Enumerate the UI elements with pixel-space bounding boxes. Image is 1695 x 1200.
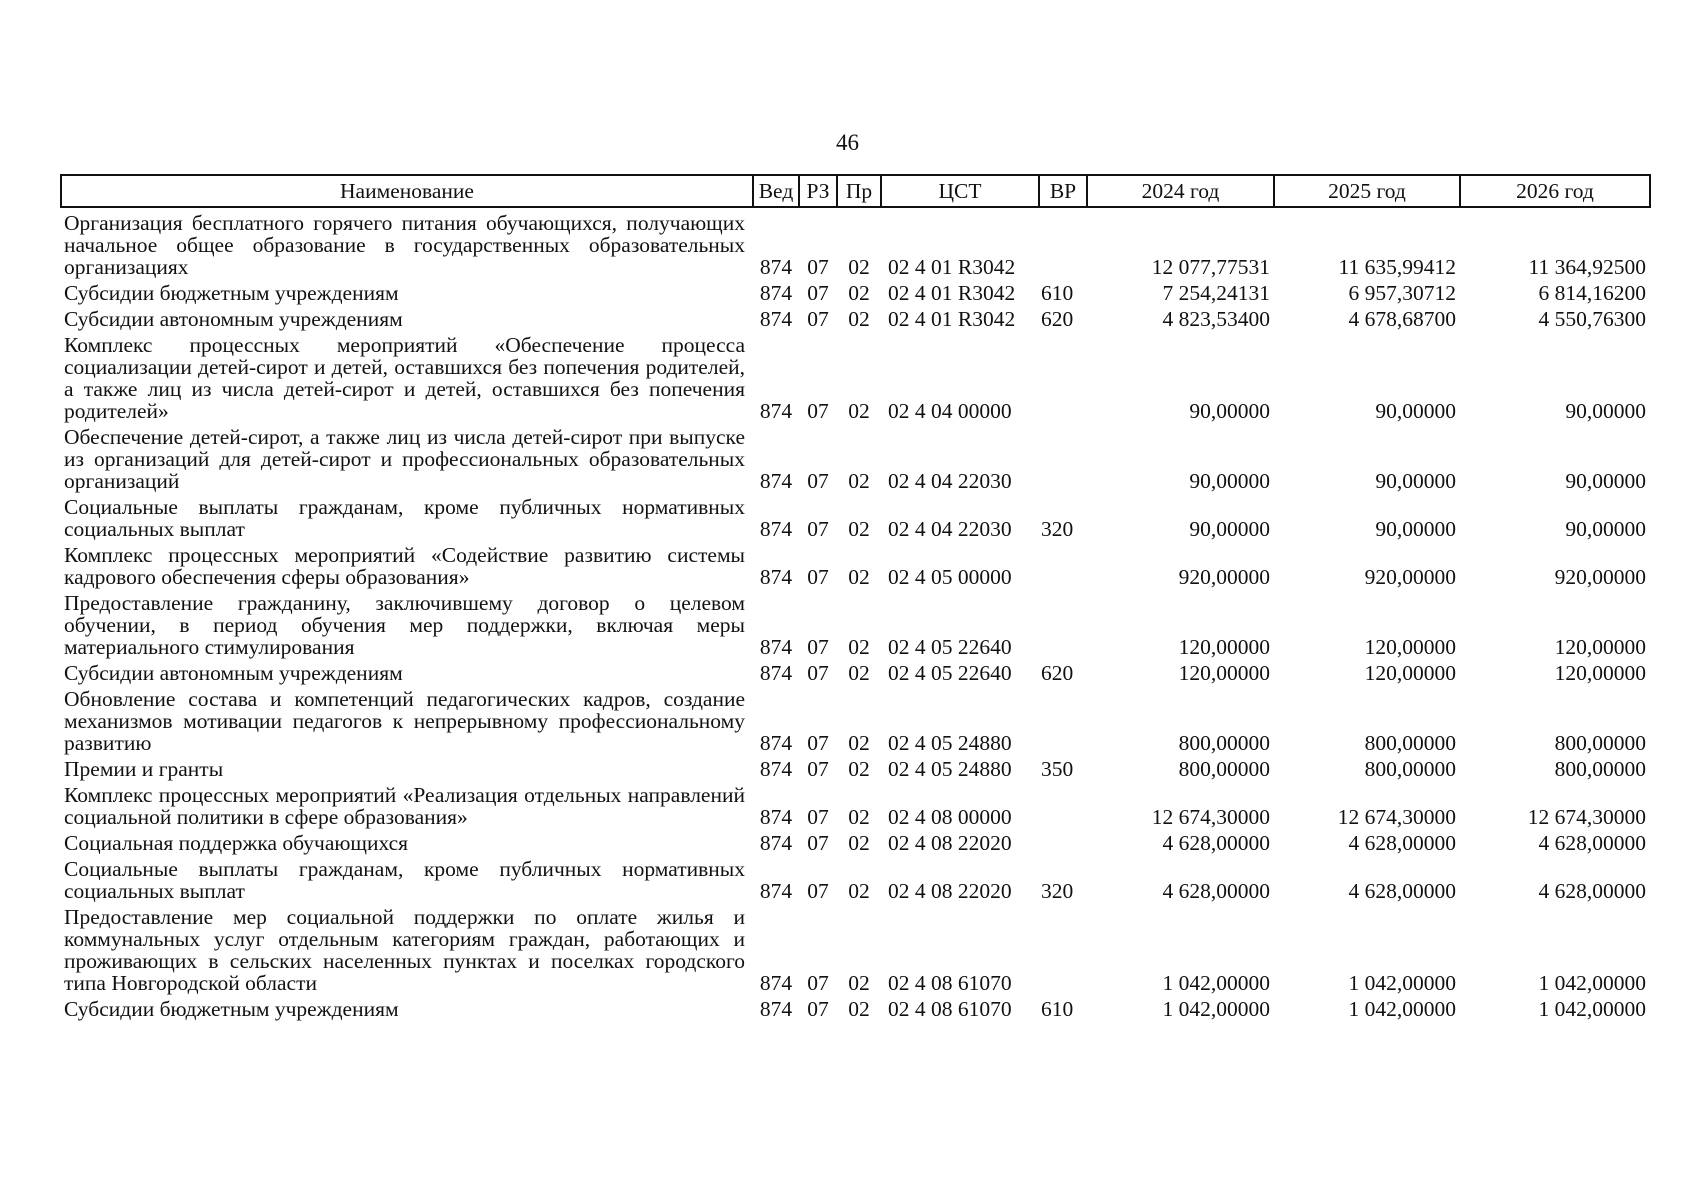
cell-vr <box>1039 333 1087 425</box>
cell-pr: 02 <box>848 731 870 755</box>
cell-cst: 02 4 05 22640 <box>888 635 1012 659</box>
cell-name: Комплекс процессных мероприятий «Содействие развитию системы кадрового обеспечения сферы образования» <box>64 543 745 589</box>
table-row <box>61 783 1650 831</box>
cell-2026: 120,00000 <box>1554 635 1646 659</box>
cell-2024: 4 823,53400 <box>1162 307 1270 331</box>
cell-ved: 874 <box>759 399 793 423</box>
cell-pr: 02 <box>848 997 870 1021</box>
cell-cst: 02 4 08 22020 <box>888 831 1012 855</box>
header-2024: 2024 год <box>1087 175 1274 207</box>
cell-2025: 120,00000 <box>1364 661 1456 685</box>
cell-cst: 02 4 01 R3042 <box>888 307 1016 331</box>
cell-vr: 610 <box>1041 997 1074 1021</box>
table-row <box>61 425 1650 495</box>
cell-2025: 120,00000 <box>1364 635 1456 659</box>
cell-vr <box>1039 831 1087 857</box>
cell-2025: 800,00000 <box>1364 757 1456 781</box>
cell-ved: 874 <box>759 971 793 995</box>
header-2025: 2025 год <box>1274 175 1460 207</box>
cell-2025: 11 635,99412 <box>1338 255 1456 279</box>
cell-rz: 07 <box>807 307 829 331</box>
cell-name: Обновление состава и компетенций педагогических кадров, создание механизмов мотивации педагогов к непрерывному профессиональному развитию <box>64 687 745 755</box>
cell-pr: 02 <box>848 255 870 279</box>
cell-2024: 1 042,00000 <box>1162 971 1270 995</box>
cell-2025: 920,00000 <box>1364 565 1456 589</box>
cell-vr: 610 <box>1041 281 1074 305</box>
cell-2026: 800,00000 <box>1554 757 1646 781</box>
cell-2026: 920,00000 <box>1554 565 1646 589</box>
cell-vr <box>1039 207 1087 281</box>
cell-rz: 07 <box>807 997 829 1021</box>
table-row <box>61 495 1650 543</box>
cell-2026: 800,00000 <box>1554 731 1646 755</box>
table-row <box>61 207 1650 281</box>
cell-name: Обеспечение детей-сирот, а также лиц из числа детей-сирот при выпуске из организаций для детей-сирот и профессиональных образовательных организаций <box>64 425 745 493</box>
cell-rz: 07 <box>807 635 829 659</box>
cell-ved: 874 <box>759 565 793 589</box>
cell-ved: 874 <box>759 469 793 493</box>
cell-vr: 620 <box>1041 661 1074 685</box>
cell-ved: 874 <box>759 255 793 279</box>
cell-name: Социальные выплаты гражданам, кроме публичных нормативных социальных выплат <box>64 857 745 903</box>
header-name: Наименование <box>61 175 753 207</box>
cell-pr: 02 <box>848 805 870 829</box>
cell-pr: 02 <box>848 517 870 541</box>
header-vr: ВР <box>1039 175 1087 207</box>
table-row <box>61 543 1650 591</box>
cell-name: Комплекс процессных мероприятий «Реализация отдельных направлений социальной политики в сфере образования» <box>64 783 745 829</box>
cell-ved: 874 <box>759 831 793 855</box>
cell-vr <box>1039 591 1087 661</box>
cell-2024: 90,00000 <box>1189 399 1270 423</box>
cell-pr: 02 <box>848 307 870 331</box>
cell-name: Предоставление мер социальной поддержки по оплате жилья и коммунальных услуг отдельным категориям граждан, работающих и проживающих в сельских населенных пунктах и поселках городского типа Новгородской области <box>64 905 745 995</box>
cell-2024: 920,00000 <box>1178 565 1270 589</box>
cell-2024: 120,00000 <box>1178 635 1270 659</box>
cell-vr <box>1039 425 1087 495</box>
cell-name: Субсидии бюджетным учреждениям <box>64 281 399 305</box>
cell-ved: 874 <box>759 635 793 659</box>
cell-2024: 120,00000 <box>1178 661 1270 685</box>
cell-vr: 320 <box>1041 879 1074 903</box>
cell-2024: 90,00000 <box>1189 469 1270 493</box>
cell-ved: 874 <box>759 997 793 1021</box>
cell-name: Организация бесплатного горячего питания обучающихся, получающих начальное общее образование в государственных образовательных организациях <box>64 211 745 279</box>
cell-vr: 620 <box>1041 307 1074 331</box>
cell-2025: 1 042,00000 <box>1348 997 1456 1021</box>
cell-cst: 02 4 05 24880 <box>888 731 1012 755</box>
cell-rz: 07 <box>807 661 829 685</box>
cell-vr <box>1039 783 1087 831</box>
cell-pr: 02 <box>848 565 870 589</box>
cell-2025: 1 042,00000 <box>1348 971 1456 995</box>
cell-2026: 4 628,00000 <box>1538 879 1646 903</box>
cell-pr: 02 <box>848 757 870 781</box>
cell-2025: 90,00000 <box>1375 517 1456 541</box>
cell-name: Предоставление гражданину, заключившему договор о целевом обучении, в период обучения мер поддержки, включая меры материального стимулирования <box>64 591 745 659</box>
table-row <box>61 687 1650 757</box>
cell-pr: 02 <box>848 635 870 659</box>
cell-pr: 02 <box>848 661 870 685</box>
cell-name: Социальная поддержка обучающихся <box>64 831 409 855</box>
cell-vr: 350 <box>1041 757 1074 781</box>
cell-2024: 1 042,00000 <box>1162 997 1270 1021</box>
cell-cst: 02 4 05 22640 <box>888 661 1012 685</box>
cell-2026: 1 042,00000 <box>1538 971 1646 995</box>
cell-2025: 4 678,68700 <box>1348 307 1456 331</box>
cell-rz: 07 <box>807 879 829 903</box>
cell-rz: 07 <box>807 255 829 279</box>
table-row <box>61 831 1650 857</box>
cell-name: Субсидии автономным учреждениям <box>64 661 403 685</box>
cell-vr <box>1039 905 1087 997</box>
cell-2026: 90,00000 <box>1565 399 1646 423</box>
cell-vr: 320 <box>1041 517 1074 541</box>
table-row <box>61 997 1650 1023</box>
cell-rz: 07 <box>807 971 829 995</box>
cell-ved: 874 <box>759 731 793 755</box>
cell-name: Субсидии бюджетным учреждениям <box>64 997 399 1021</box>
cell-2024: 800,00000 <box>1178 731 1270 755</box>
cell-2025: 90,00000 <box>1375 469 1456 493</box>
cell-2024: 800,00000 <box>1178 757 1270 781</box>
cell-ved: 874 <box>759 805 793 829</box>
cell-cst: 02 4 01 R3042 <box>888 281 1016 305</box>
cell-pr: 02 <box>848 831 870 855</box>
cell-2024: 4 628,00000 <box>1162 831 1270 855</box>
cell-2025: 4 628,00000 <box>1348 831 1456 855</box>
cell-2026: 11 364,92500 <box>1528 255 1646 279</box>
cell-cst: 02 4 04 22030 <box>888 517 1012 541</box>
cell-2025: 800,00000 <box>1364 731 1456 755</box>
table-row <box>61 591 1650 661</box>
table-row <box>61 757 1650 783</box>
cell-2024: 12 077,77531 <box>1151 255 1270 279</box>
cell-2024: 4 628,00000 <box>1162 879 1270 903</box>
table-row <box>61 905 1650 997</box>
page-number: 46 <box>836 130 859 155</box>
cell-2026: 90,00000 <box>1565 469 1646 493</box>
cell-2024: 90,00000 <box>1189 517 1270 541</box>
cell-name: Премии и гранты <box>64 757 224 781</box>
header-rz: РЗ <box>799 175 837 207</box>
cell-pr: 02 <box>848 469 870 493</box>
cell-cst: 02 4 05 24880 <box>888 757 1012 781</box>
cell-rz: 07 <box>807 281 829 305</box>
cell-rz: 07 <box>807 757 829 781</box>
cell-pr: 02 <box>848 971 870 995</box>
cell-2026: 12 674,30000 <box>1527 805 1646 829</box>
cell-cst: 02 4 01 R3042 <box>888 255 1016 279</box>
cell-cst: 02 4 08 61070 <box>888 971 1012 995</box>
cell-2025: 90,00000 <box>1375 399 1456 423</box>
cell-2026: 6 814,16200 <box>1538 281 1646 305</box>
cell-2026: 1 042,00000 <box>1538 997 1646 1021</box>
cell-rz: 07 <box>807 517 829 541</box>
cell-ved: 874 <box>759 517 793 541</box>
cell-cst: 02 4 04 22030 <box>888 469 1012 493</box>
cell-rz: 07 <box>807 731 829 755</box>
cell-2026: 90,00000 <box>1565 517 1646 541</box>
table-row <box>61 281 1650 307</box>
table-row <box>61 661 1650 687</box>
cell-rz: 07 <box>807 399 829 423</box>
header-pr: Пр <box>837 175 881 207</box>
header-cst: ЦСТ <box>881 175 1039 207</box>
cell-vr <box>1039 687 1087 757</box>
cell-2025: 6 957,30712 <box>1348 281 1456 305</box>
cell-rz: 07 <box>807 565 829 589</box>
cell-2025: 4 628,00000 <box>1348 879 1456 903</box>
cell-cst: 02 4 08 00000 <box>888 805 1012 829</box>
table-row <box>61 333 1650 425</box>
cell-2026: 120,00000 <box>1554 661 1646 685</box>
cell-ved: 874 <box>759 661 793 685</box>
cell-ved: 874 <box>759 757 793 781</box>
table-row <box>61 307 1650 333</box>
table-body <box>61 207 1650 1023</box>
cell-name: Комплекс процессных мероприятий «Обеспечение процесса социализации детей-сирот и детей, оставшихся без попечения родителей, а также лиц из числа детей-сирот и детей, оставшихся без попечения родителей» <box>64 333 745 423</box>
cell-pr: 02 <box>848 281 870 305</box>
cell-ved: 874 <box>759 307 793 331</box>
table-header-row <box>61 175 1650 207</box>
cell-rz: 07 <box>807 469 829 493</box>
cell-ved: 874 <box>759 879 793 903</box>
cell-pr: 02 <box>848 399 870 423</box>
cell-vr <box>1039 543 1087 591</box>
cell-cst: 02 4 08 22020 <box>888 879 1012 903</box>
cell-name: Социальные выплаты гражданам, кроме публичных нормативных социальных выплат <box>64 495 745 541</box>
cell-cst: 02 4 08 61070 <box>888 997 1012 1021</box>
cell-cst: 02 4 04 00000 <box>888 399 1012 423</box>
cell-ved: 874 <box>759 281 793 305</box>
cell-2024: 7 254,24131 <box>1162 281 1270 305</box>
cell-pr: 02 <box>848 879 870 903</box>
budget-table <box>60 174 1651 1023</box>
cell-2026: 4 628,00000 <box>1538 831 1646 855</box>
cell-2026: 4 550,76300 <box>1538 307 1646 331</box>
cell-2024: 12 674,30000 <box>1151 805 1270 829</box>
table-row <box>61 857 1650 905</box>
cell-2025: 12 674,30000 <box>1337 805 1456 829</box>
header-ved: Вед <box>753 175 799 207</box>
cell-cst: 02 4 05 00000 <box>888 565 1012 589</box>
cell-name: Субсидии автономным учреждениям <box>64 307 403 331</box>
cell-rz: 07 <box>807 805 829 829</box>
header-2026: 2026 год <box>1460 175 1650 207</box>
cell-rz: 07 <box>807 831 829 855</box>
